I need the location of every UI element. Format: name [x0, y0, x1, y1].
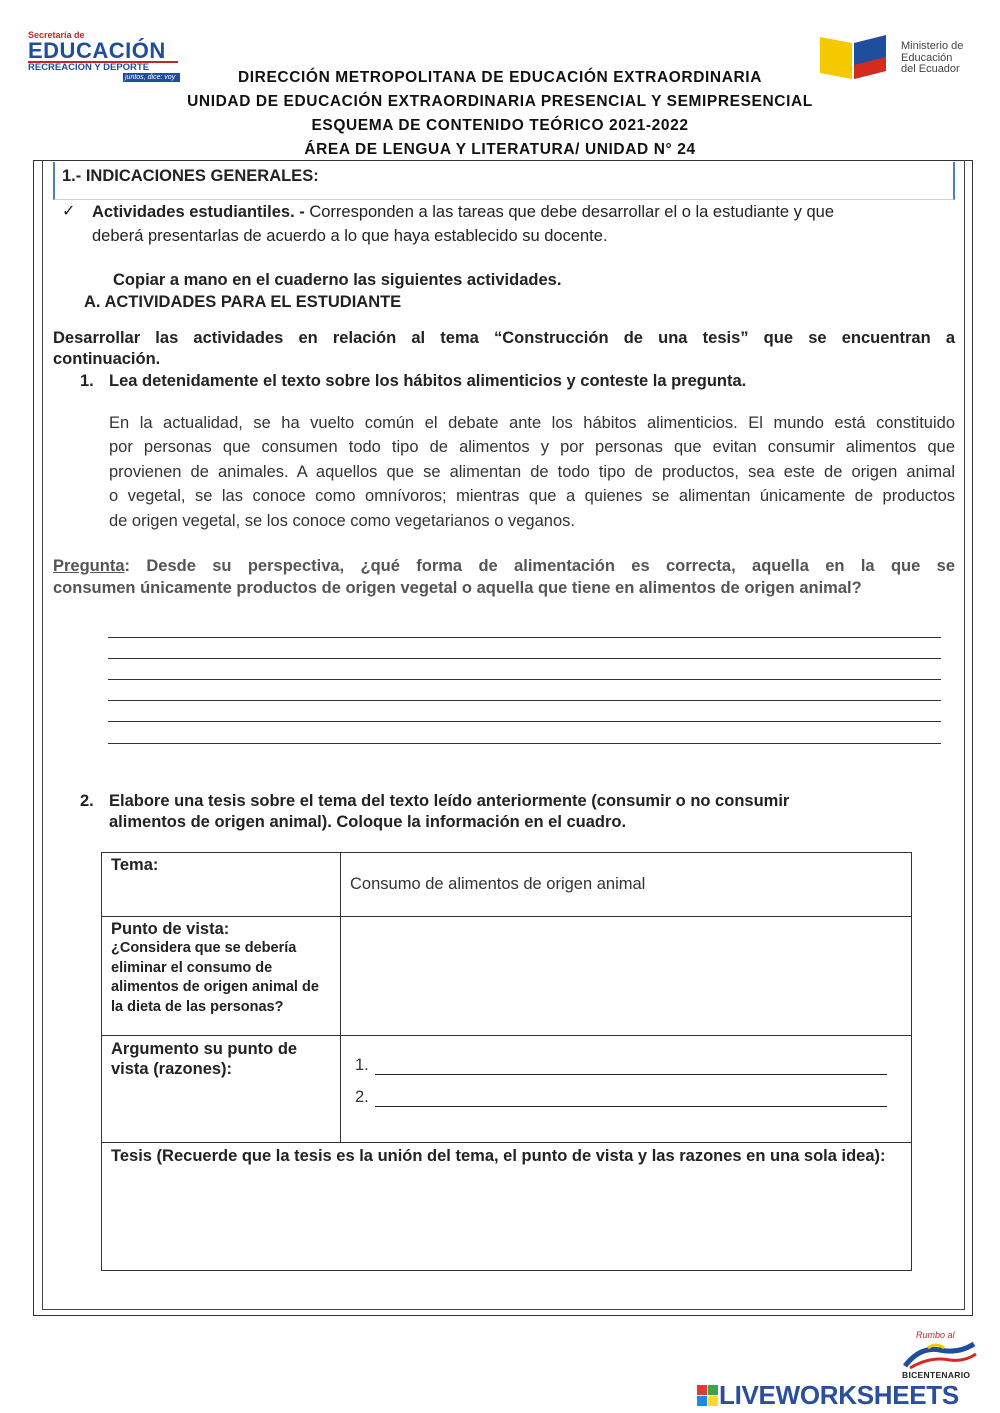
- activities-title: A. ACTIVIDADES PARA EL ESTUDIANTE: [84, 293, 402, 311]
- section1-bullet: [92, 200, 952, 224]
- thesis-table: [101, 852, 912, 1271]
- answer-line[interactable]: [108, 637, 941, 638]
- question-label: Pregunta: [53, 557, 125, 575]
- table-row: [102, 1036, 912, 1143]
- bicentenario-logo: [890, 1330, 985, 1382]
- copy-instruction: Copiar a mano en el cuaderno las siguientes actividades.: [113, 271, 562, 289]
- header-line-4: ÁREA DE LENGUA Y LITERATURA/ UNIDAD N° 24: [304, 141, 696, 158]
- question-text-1: : Desde su perspectiva, ¿qué forma de alimentación es correcta, aquella en la que se: [124, 557, 955, 575]
- ministerio-line3: del Ecuador: [901, 63, 960, 75]
- answer-line[interactable]: [108, 658, 941, 659]
- bicentenario-text: BICENTENARIO: [902, 1370, 971, 1380]
- rumbo-text: Rumbo al: [916, 1330, 955, 1340]
- punto-label-cell: [102, 917, 341, 1036]
- question-line-2: consumen únicamente productos de origen vegetal o aquella que tiene en alimentos de origen animal?: [53, 579, 862, 597]
- argumento-answer-cell: [341, 1036, 912, 1143]
- tema-label: Tema:: [111, 856, 159, 874]
- answer-line[interactable]: [108, 721, 941, 722]
- table-row: [102, 1143, 912, 1271]
- reading-paragraph: [109, 411, 955, 533]
- punto-question: ¿Considera que se debería eliminar el consumo de alimentos de origen animal de la dieta de las personas?: [111, 940, 319, 1015]
- bullet-bold: Actividades estudiantiles. -: [92, 203, 305, 221]
- item2-text-2: alimentos de origen animal). Coloque la información en el cuadro.: [109, 813, 627, 831]
- tema-value-cell[interactable]: [341, 853, 912, 917]
- intro-line-2: continuación.: [53, 350, 161, 368]
- header-line-1: DIRECCIÓN METROPOLITANA DE EDUCACIÓN EXTRAORDINARIA: [237, 69, 763, 86]
- checkmark-icon: ✓: [62, 203, 76, 220]
- paragraph-line: provienen de animales. A aquellos que se alimentan de todo tipo de productos, sea este de origen animal: [109, 462, 955, 481]
- item1-text: Lea detenidamente el texto sobre los hábitos alimenticios y conteste la pregunta.: [109, 372, 747, 390]
- logo-line4: juntos, dice: voy: [123, 73, 180, 82]
- tesis-cell[interactable]: [102, 1143, 912, 1271]
- live-badge-icon: [697, 1385, 719, 1407]
- paragraph-line: o vegetal, se las conoce como omnívoros; mientras que a quienes se alimentan únicamente de productos: [109, 487, 955, 506]
- tesis-label: Tesis (Recuerde que la tesis es la unión del tema, el punto de vista y las razones en una sola idea):: [111, 1147, 886, 1165]
- bullet-text-2: deberá presentarlas de acuerdo a lo que haya establecido su docente.: [92, 227, 608, 245]
- argument-1-row[interactable]: [355, 1056, 902, 1088]
- logo-line1: Secretaría de: [28, 30, 85, 40]
- item2-number: 2.: [80, 792, 94, 810]
- arg1-line[interactable]: [375, 1058, 887, 1075]
- liveworksheets-brand[interactable]: [697, 1380, 959, 1408]
- tema-label-cell: [102, 853, 341, 917]
- ministerio-line2: Educación: [901, 51, 953, 64]
- item2-text-1: Elabore una tesis sobre el tema del texto leído anteriormente (consumir o no consumir: [109, 792, 790, 810]
- arg2-number: 2.: [355, 1088, 369, 1106]
- punto-answer-cell[interactable]: [341, 917, 912, 1036]
- arg2-line[interactable]: [375, 1090, 887, 1107]
- bullet-text-1: Corresponden a las tareas que debe desarrollar el o la estudiante y que: [304, 203, 834, 221]
- arg1-number: 1.: [355, 1056, 369, 1074]
- argument-2-row[interactable]: [355, 1088, 902, 1112]
- section1-title: 1.- INDICACIONES GENERALES:: [62, 167, 319, 185]
- table-row: [102, 853, 912, 917]
- ministerio-line1: Ministerio de: [901, 40, 964, 52]
- logo-line3: RECREACIÓN Y DEPORTE: [28, 61, 178, 73]
- table-row: [102, 917, 912, 1036]
- header-line-3: ESQUEMA DE CONTENIDO TEÓRICO 2021-2022: [311, 117, 689, 134]
- tema-value: Consumo de alimentos de origen animal: [350, 875, 646, 893]
- paragraph-line: de origen vegetal, se los conoce como vegetarianos o veganos.: [109, 511, 575, 530]
- logo-line2: EDUCACIÓN: [28, 38, 166, 63]
- item1-number: 1.: [80, 372, 94, 390]
- bicentenario-emblem-icon: [900, 1340, 980, 1372]
- intro-line-1: Desarrollar las actividades en relación al tema “Construcción de una tesis” que se encuentran a: [53, 329, 955, 347]
- question-line-1: [53, 554, 955, 578]
- punto-label: Punto de vista:: [111, 920, 230, 938]
- answer-line[interactable]: [108, 679, 941, 680]
- argumento-label-cell: [102, 1036, 341, 1143]
- paragraph-line: por personas que consumen todo tipo de alimentos y por personas que evitan consumir alimentos que: [109, 438, 955, 457]
- answer-line[interactable]: [108, 743, 941, 744]
- header-line-2: UNIDAD DE EDUCACIÓN EXTRAORDINARIA PRESENCIAL Y SEMIPRESENCIAL: [187, 93, 813, 110]
- liveworksheets-text: LIVEWORKSHEETS: [719, 1380, 959, 1410]
- paragraph-line: En la actualidad, se ha vuelto común el debate ante los hábitos alimenticios. El mundo está constituido: [109, 414, 955, 432]
- answer-line[interactable]: [108, 700, 941, 701]
- argumento-label: Argumento su punto de vista (razones):: [111, 1040, 298, 1078]
